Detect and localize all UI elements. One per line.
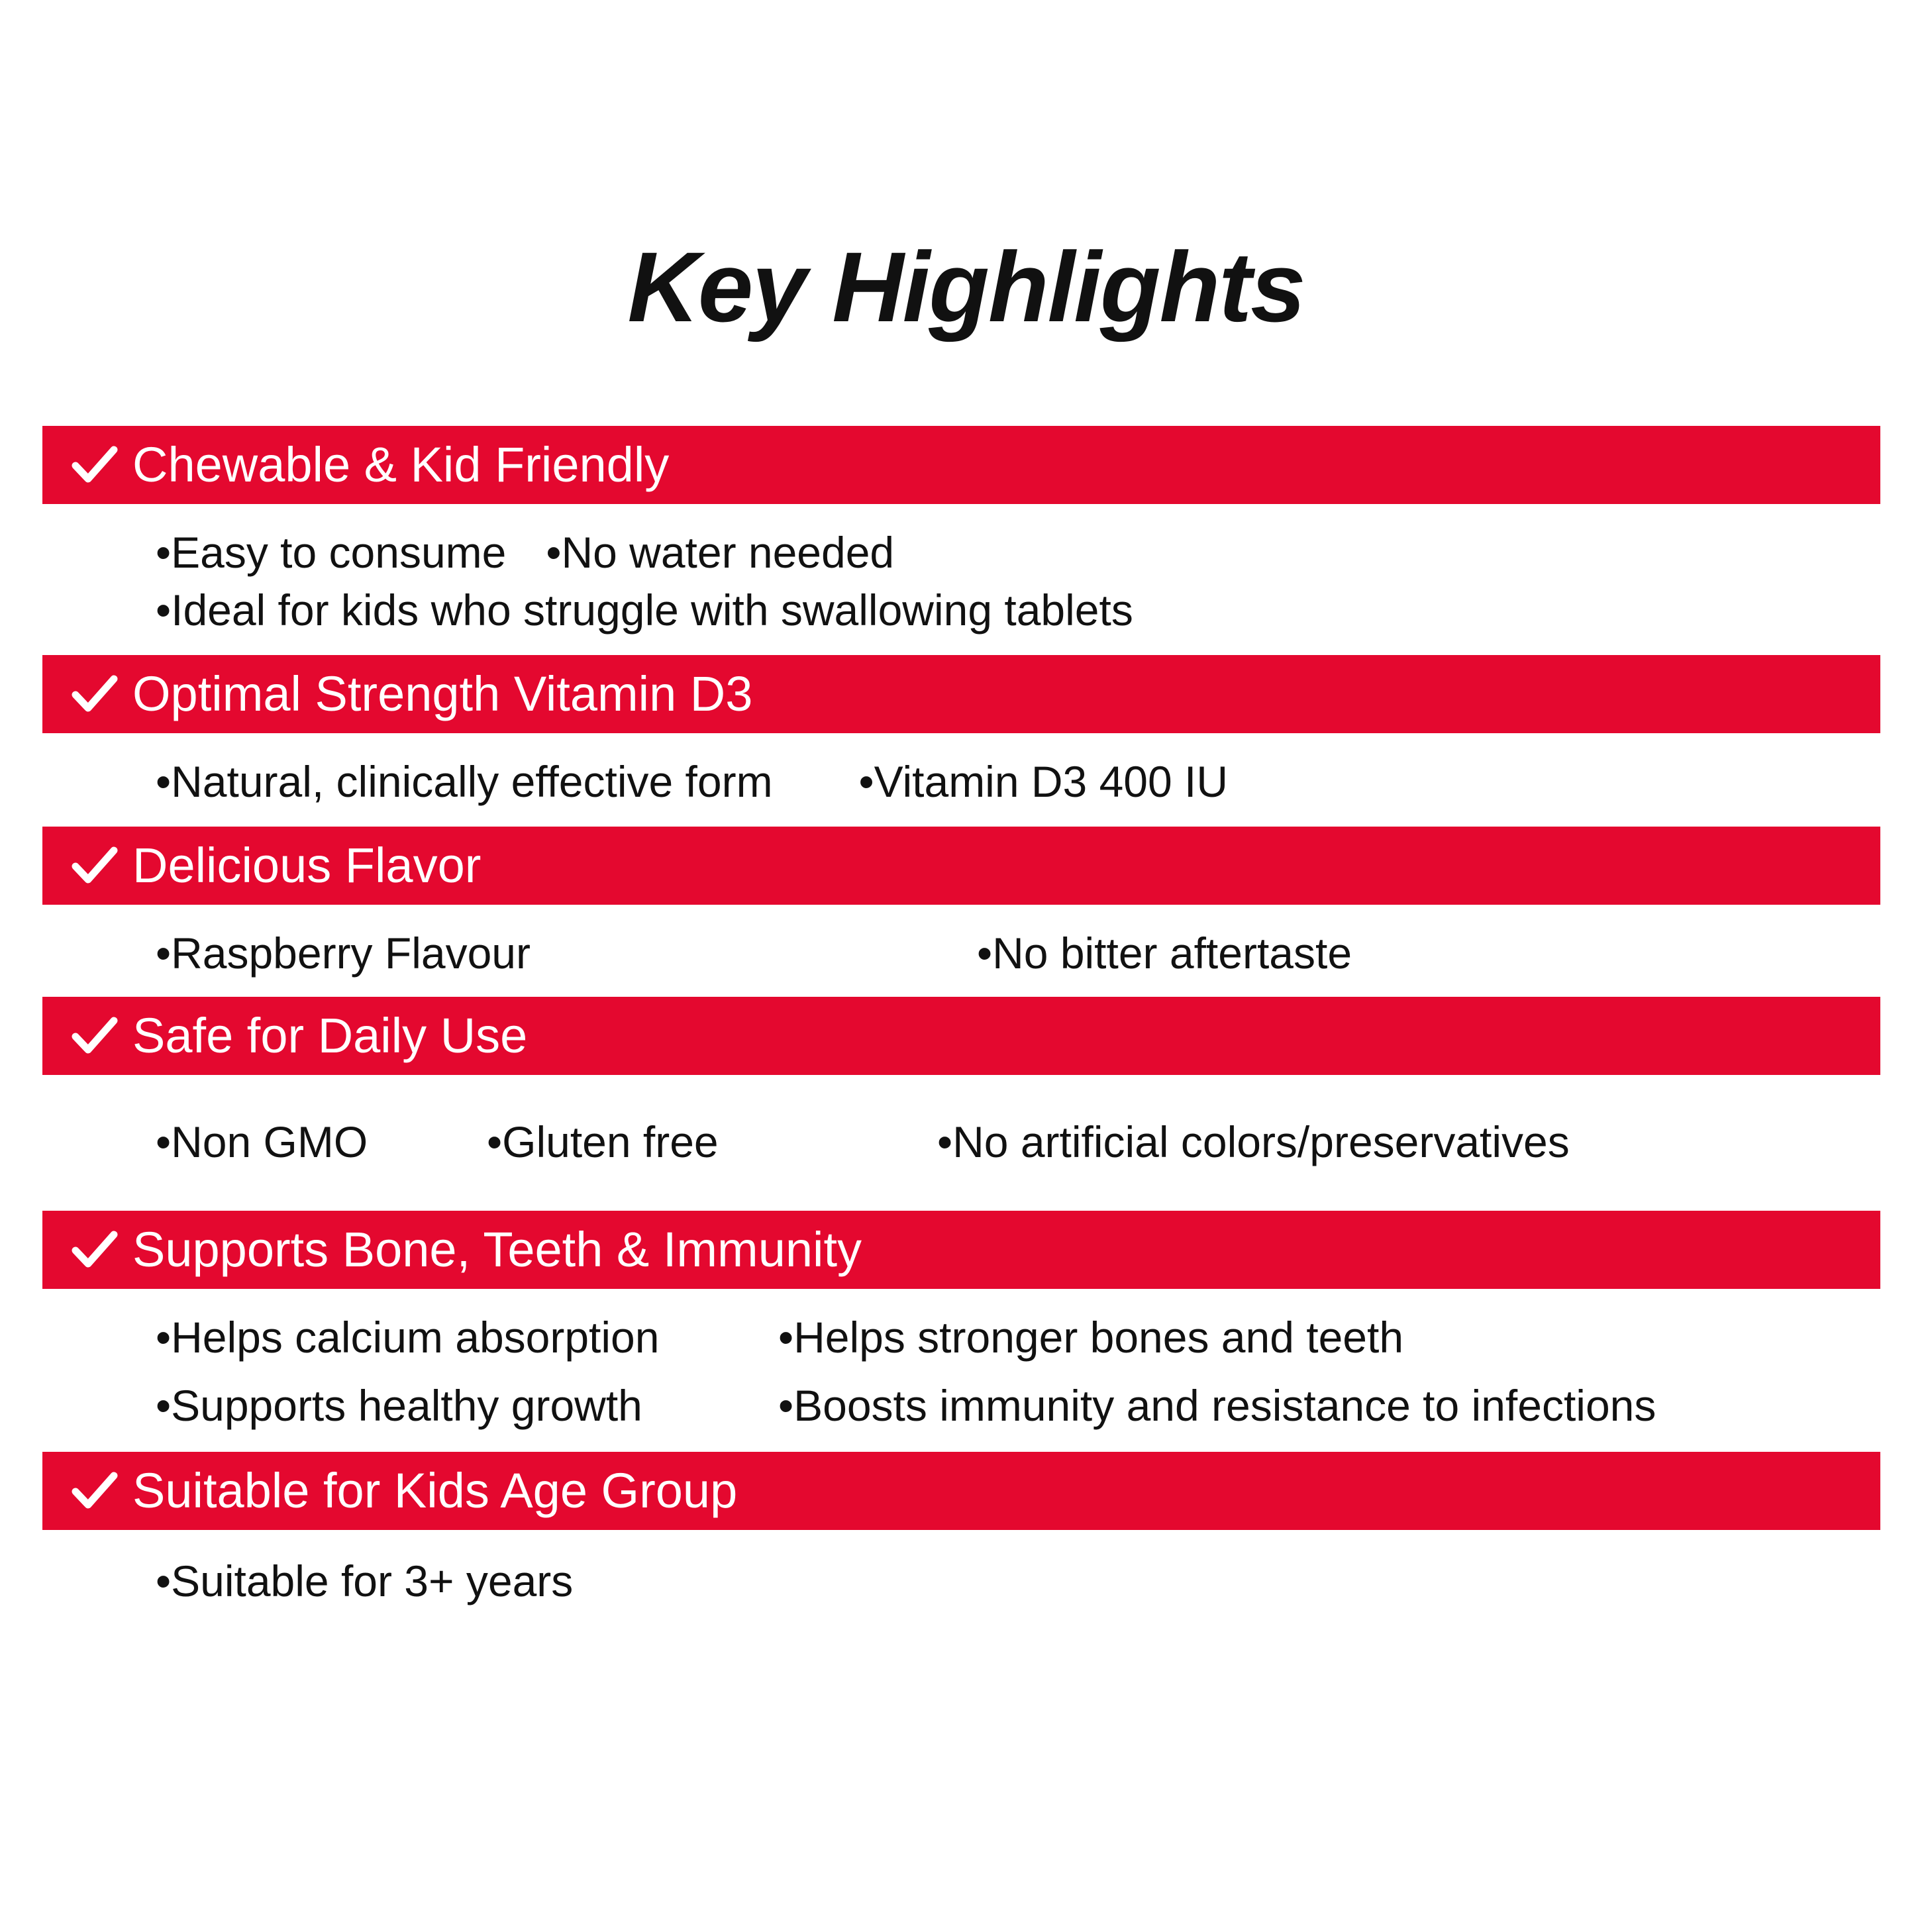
bullet-row <box>156 1113 1866 1171</box>
bullet-item: •Boosts immunity and resistance to infections <box>778 1381 1656 1431</box>
section-header-bar <box>42 426 1880 504</box>
bullet-item: •No artificial colors/preservatives <box>937 1117 1570 1166</box>
section-heading: Optimal Strength Vitamin D3 <box>132 666 753 721</box>
bullet-item: •Ideal for kids who struggle with swallowing tablets <box>156 585 1133 635</box>
bullet-item: •Gluten free <box>487 1117 719 1166</box>
bullet-item: •Suitable for 3+ years <box>156 1556 574 1606</box>
page-title: Key Highlights <box>627 231 1305 342</box>
section-bullets <box>40 905 1892 997</box>
section-heading: Delicious Flavor <box>132 837 482 893</box>
section-header-bar <box>42 655 1880 733</box>
section-header-bar <box>42 827 1880 905</box>
highlight-section-strength <box>40 655 1892 827</box>
bullet-item: •Helps stronger bones and teeth <box>778 1313 1404 1362</box>
section-heading: Chewable & Kid Friendly <box>132 436 670 492</box>
highlight-section-chewable <box>40 426 1892 655</box>
check-icon <box>70 1466 119 1515</box>
section-heading: Supports Bone, Teeth & Immunity <box>132 1222 862 1278</box>
bullet-item: •Supports healthy growth <box>156 1381 642 1431</box>
highlight-section-safe <box>40 997 1892 1211</box>
bullet-item: •Natural, clinically effective form <box>156 756 773 806</box>
section-heading: Safe for Daily Use <box>132 1007 528 1063</box>
bullet-row <box>156 1552 1866 1610</box>
check-icon <box>70 440 119 489</box>
highlights-list <box>40 426 1892 1631</box>
section-header-bar <box>42 997 1880 1075</box>
section-bullets <box>40 733 1892 827</box>
bullet-item: •Raspberry Flavour <box>156 928 531 978</box>
check-icon <box>70 670 119 719</box>
check-icon <box>70 841 119 890</box>
section-bullets <box>40 1289 1892 1452</box>
bullet-row <box>156 753 1866 811</box>
highlight-section-flavor <box>40 827 1892 997</box>
bullet-row <box>156 524 1813 639</box>
bullet-row <box>156 1377 1866 1435</box>
bullet-item: •No bitter aftertaste <box>977 928 1352 978</box>
check-icon <box>70 1011 119 1060</box>
bullet-row <box>156 1309 1866 1366</box>
bullet-item: •Vitamin D3 400 IU <box>858 756 1229 806</box>
section-bullets <box>40 1530 1892 1630</box>
bullet-item: •Easy to consume <box>156 527 507 577</box>
bullet-item: •No water needed <box>546 527 895 577</box>
bullet-item: •Helps calcium absorption <box>156 1313 660 1362</box>
section-bullets <box>40 504 1892 655</box>
highlight-section-supports <box>40 1211 1892 1452</box>
section-heading: Suitable for Kids Age Group <box>132 1463 738 1519</box>
section-header-bar <box>42 1211 1880 1289</box>
section-header-bar <box>42 1452 1880 1530</box>
bullet-row <box>156 925 1866 982</box>
bullet-item: •Non GMO <box>156 1117 368 1166</box>
highlight-section-age-group <box>40 1452 1892 1630</box>
section-bullets <box>40 1075 1892 1211</box>
check-icon <box>70 1225 119 1274</box>
